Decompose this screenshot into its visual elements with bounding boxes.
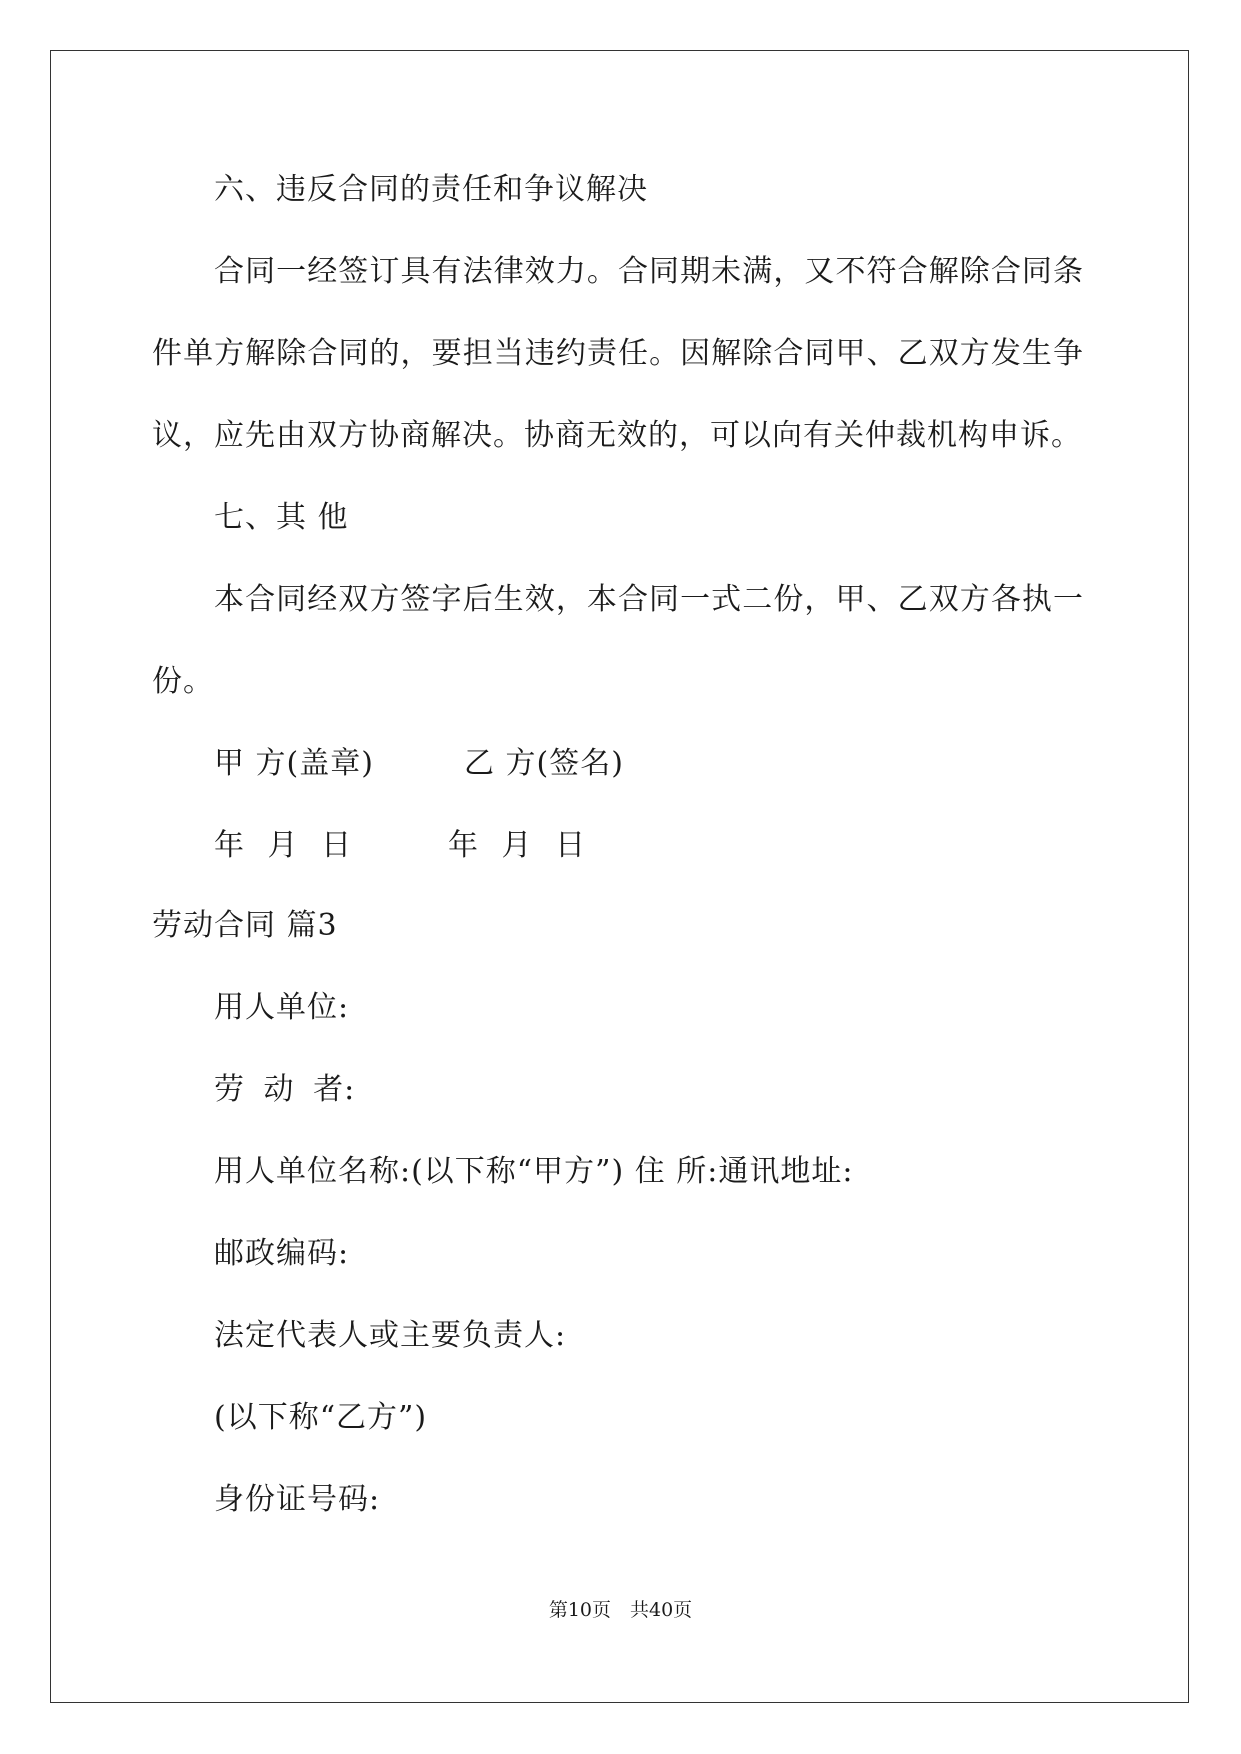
- page-frame: [50, 50, 1189, 1703]
- party-b-date: 年 月 日: [448, 828, 587, 863]
- worker-label: 劳 动 者:: [214, 1072, 356, 1107]
- legal-representative-label: 法定代表人或主要负责人:: [214, 1318, 567, 1353]
- party-a-date: 年 月 日: [214, 828, 353, 863]
- page-number-footer: 第10页 共40页: [548, 1599, 693, 1621]
- party-b-signature-label: 乙 方(签名): [464, 746, 624, 781]
- employer-label: 用人单位:: [214, 990, 350, 1025]
- section-7-paragraph-line-1: 本合同经双方签字后生效，本合同一式二份，甲、乙双方各执一: [214, 582, 1084, 617]
- section-6-paragraph-line-2: 件单方解除合同的，要担当违约责任。因解除合同甲、乙双方发生争: [152, 336, 1084, 371]
- postal-code-label: 邮政编码:: [214, 1236, 350, 1271]
- section-6-heading: 六、违反合同的责任和争议解决: [214, 172, 648, 207]
- section-7-heading: 七、其 他: [214, 500, 349, 535]
- employer-name-address-line: 用人单位名称:(以下称“甲方”) 住 所:通讯地址:: [214, 1154, 854, 1189]
- party-b-note: (以下称“乙方”): [214, 1400, 428, 1435]
- section-7-paragraph-line-2: 份。: [152, 664, 214, 699]
- id-number-label: 身份证号码:: [214, 1482, 381, 1517]
- section-6-paragraph-line-3: 议，应先由双方协商解决。协商无效的，可以向有关仲裁机构申诉。: [152, 418, 1082, 453]
- contract-3-title: 劳动合同 篇3: [152, 908, 338, 943]
- party-a-signature-label: 甲 方(盖章): [214, 746, 374, 781]
- section-6-paragraph-line-1: 合同一经签订具有法律效力。合同期未满，又不符合解除合同条: [214, 254, 1084, 289]
